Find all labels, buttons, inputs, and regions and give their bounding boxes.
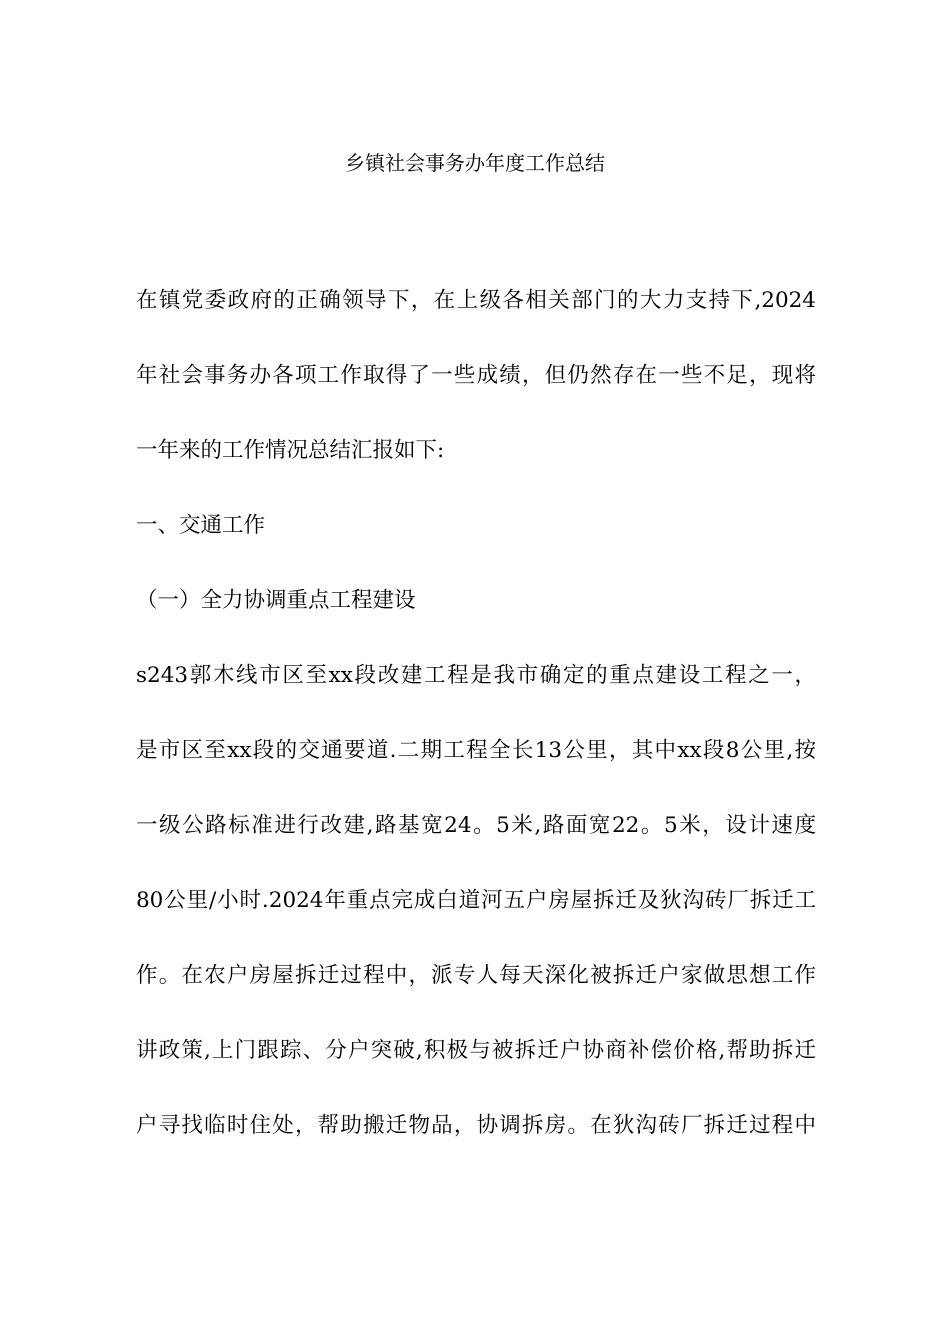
paragraph-line: 年社会事务办各项工作取得了一些成绩，但仍然存在一些不足，现将	[136, 363, 816, 388]
paragraph-line: 讲政策,上门跟踪、分户突破,积极与被拆迁户协商补偿价格,帮助拆迁	[136, 1038, 816, 1063]
paragraph-line: （一）全力协调重点工程建设	[136, 588, 416, 613]
paragraph-line: 户寻找临时住处，帮助搬迁物品，协调拆房。在狄沟砖厂拆迁过程中	[136, 1113, 816, 1138]
paragraph-line: 是市区至xx段的交通要道.二期工程全长13公里，其中xx段8公里,按	[136, 738, 816, 763]
paragraph-line: 作。在农户房屋拆迁过程中，派专人每天深化被拆迁户家做思想工作	[136, 963, 816, 988]
paragraph-line: 一级公路标准进行改建,路基宽24。5米,路面宽22。5米，设计速度	[136, 813, 816, 838]
paragraph-line: s243郭木线市区至xx段改建工程是我市确定的重点建设工程之一，	[136, 663, 816, 688]
document-title: 乡镇社会事务办年度工作总结	[345, 151, 605, 175]
document-body	[136, 283, 816, 1183]
paragraph-line: 80公里/小时.2024年重点完成白道河五户房屋拆迁及狄沟砖厂拆迁工	[136, 888, 816, 913]
paragraph-line: 在镇党委政府的正确领导下，在上级各相关部门的大力支持下,2024	[136, 288, 816, 313]
paragraph-line: 一、交通工作	[136, 513, 266, 538]
paragraph-line: 一年来的工作情况总结汇报如下:	[136, 438, 445, 463]
